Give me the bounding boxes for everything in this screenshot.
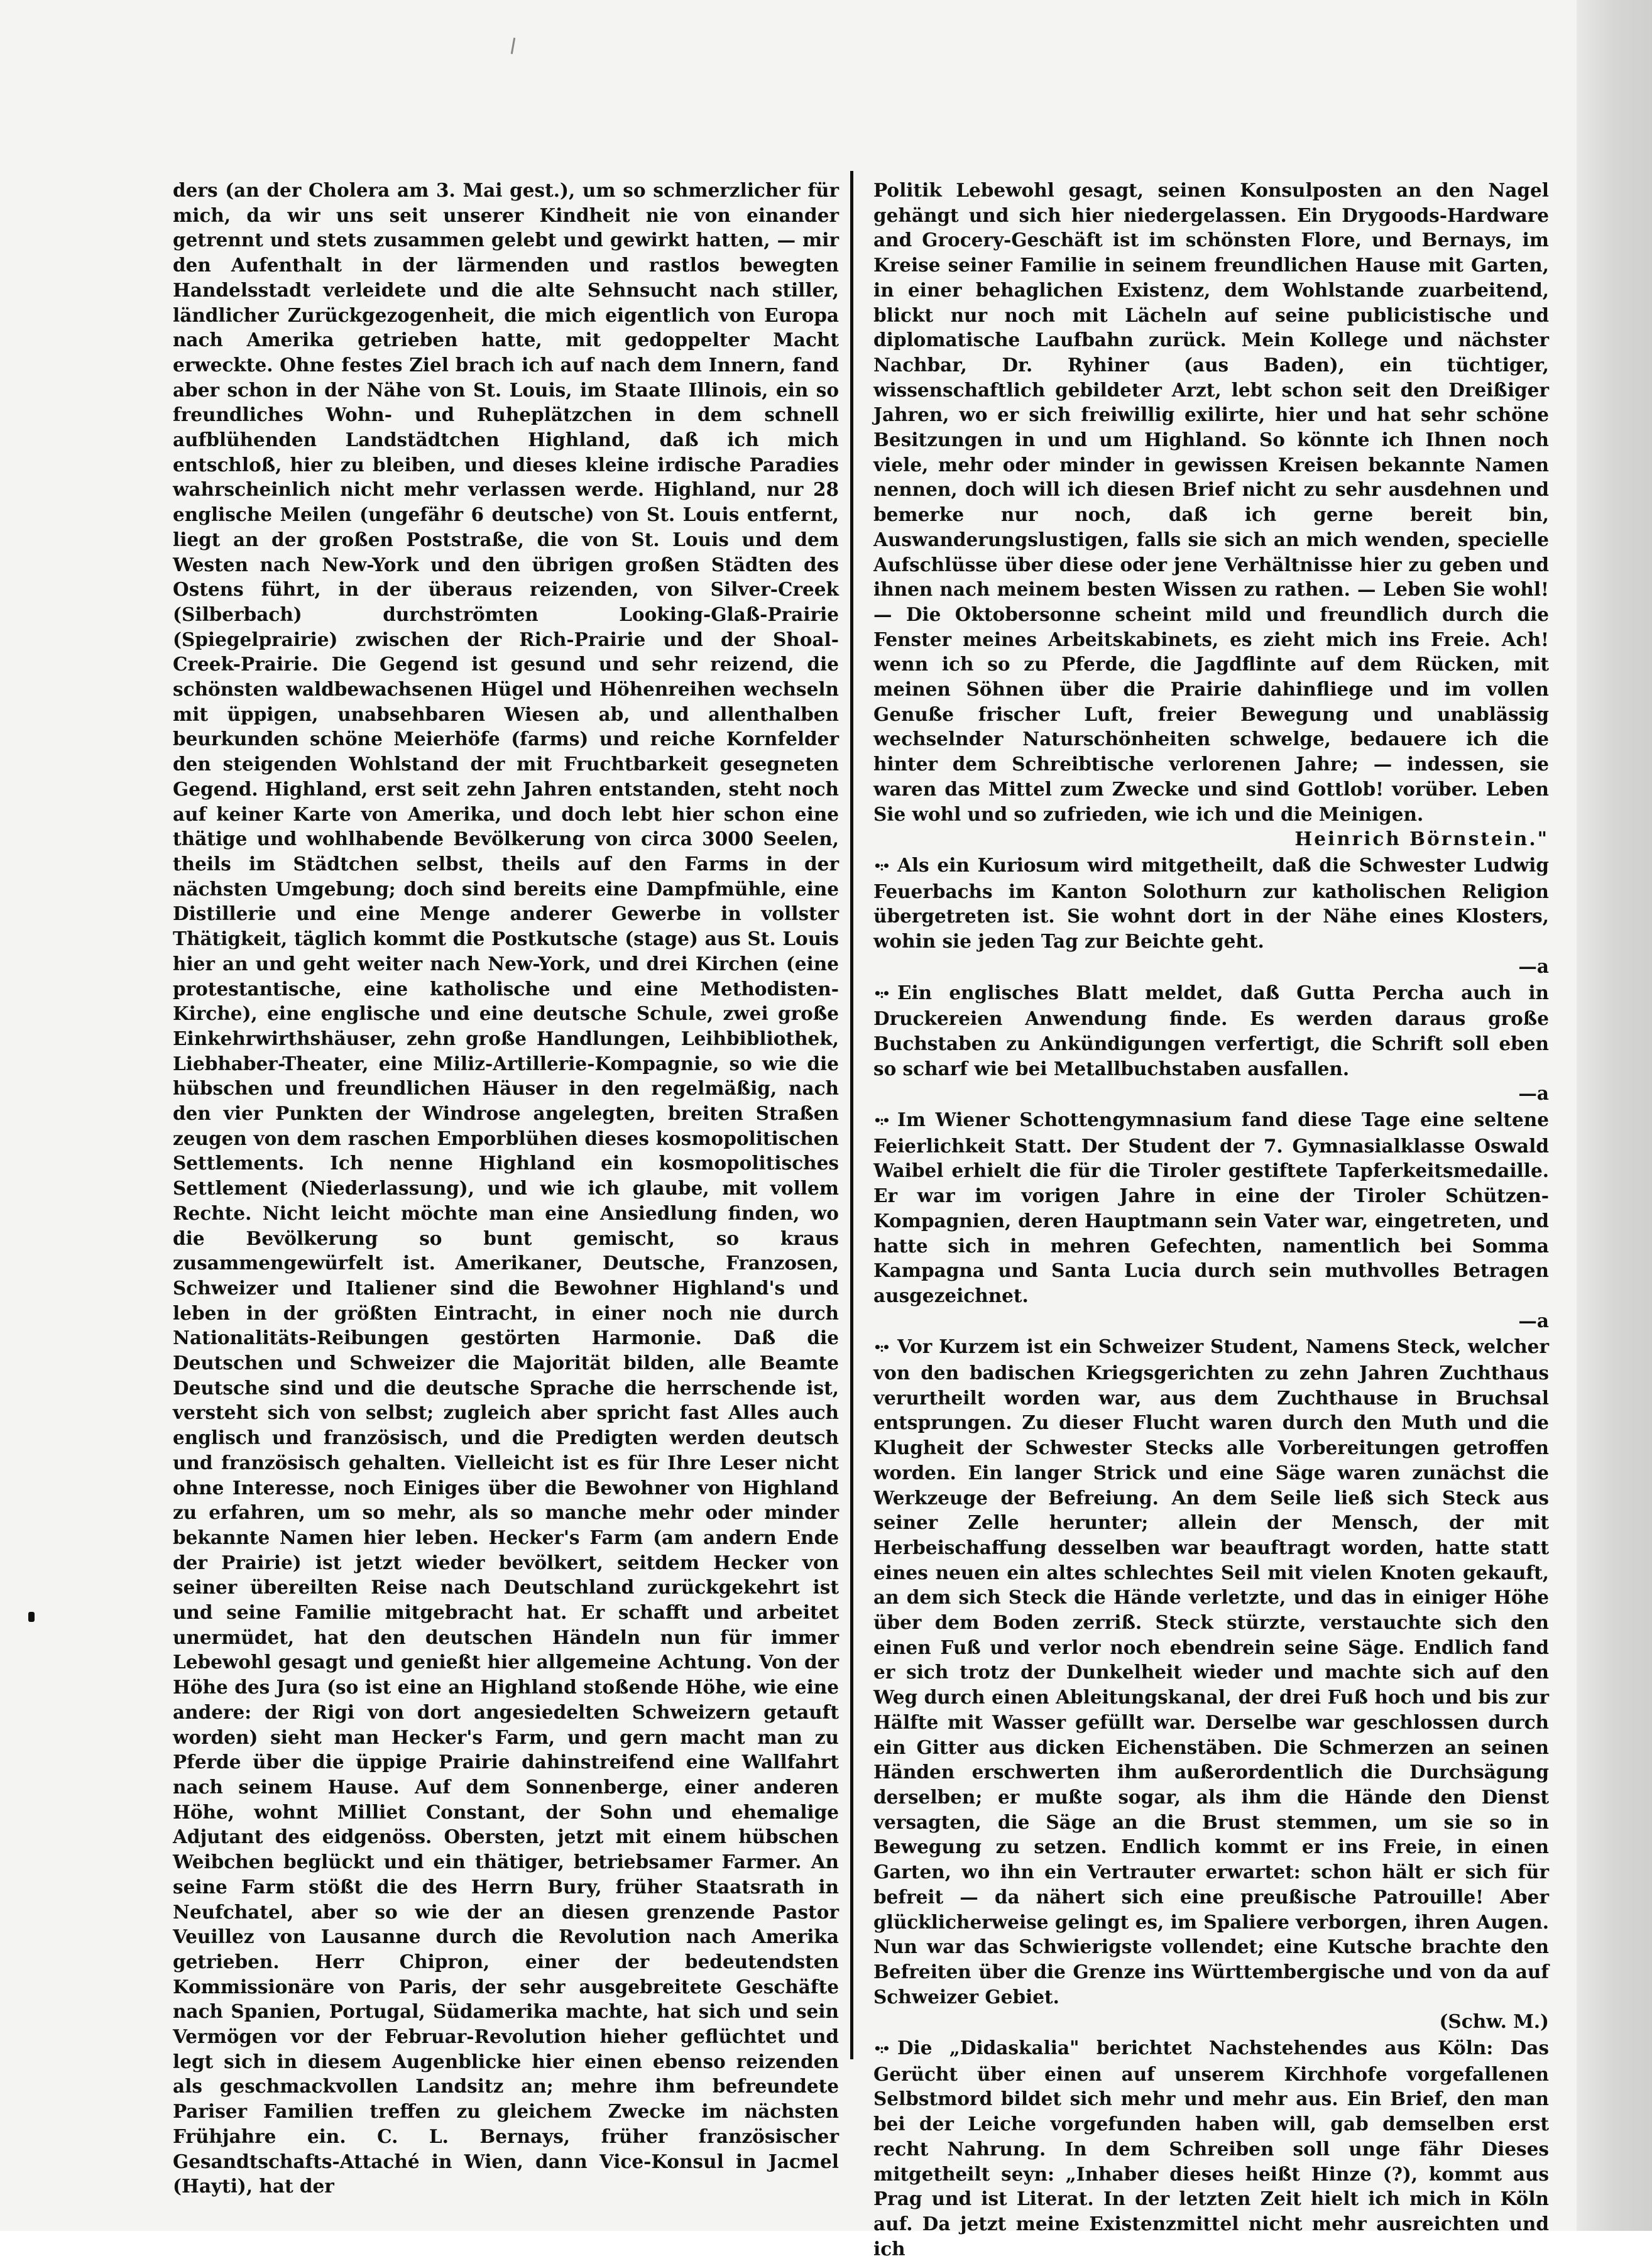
signature: Heinrich Börnstein." bbox=[1294, 828, 1549, 850]
item-marker-icon: •:• bbox=[873, 2041, 889, 2057]
news-item-text: Als ein Kuriosum wird mitgetheilt, daß die Schwester Ludwig Feuerbachs im Kanton Solothurn zur katholischen Religion übergetreten ist. Sie wohnt dort in der Nähe eines Klosters, wohin sie jeden Tag zur Beichte geht. bbox=[873, 853, 1549, 953]
binding-hole bbox=[28, 1612, 35, 1622]
news-item bbox=[873, 2035, 1549, 2261]
news-item bbox=[873, 980, 1549, 1107]
item-marker-icon: •:• bbox=[873, 1340, 889, 1355]
left-column-text: ders (an der Cholera am 3. Mai gest.), um so schmerzlicher für mich, da wir uns seit unserer Kindheit nie von einander getrennt und stets zusammen gelebt und gewirkt hatten, — mir den Aufenthalt in der lärmenden und rastlos bewegten Handelsstadt verleidete und die alte Sehnsucht nach stiller, ländlicher Zurückgezogenheit, die mich eigentlich von Europa nach Amerika getrieben hatte, mit gedoppelter Macht erweckte. Ohne festes Ziel brach ich auf nach dem Innern, fand aber schon in der Nähe von St. Louis, im Staate Illinois, ein so freundliches Wohn- und Ruheplätzchen in dem schnell aufblühenden Landstädtchen Highland, daß ich mich entschloß, hier zu bleiben, und dieses kleine irdische Paradies wahrscheinlich nicht mehr verlassen werde. Highland, nur 28 englische Meilen (ungefähr 6 deutsche) von St. Louis entfernt, liegt an der großen Poststraße, die von St. Louis und dem Westen nach New-York und den übrigen großen Städten des Ostens führt, in der überaus reizenden, von Silver-Creek (Silberbach) durchströmten Looking-Glaß-Prairie (Spiegelprairie) zwischen der Rich-Prairie und der Shoal-Creek-Prairie. Die Gegend ist gesund und sehr reizend, die schönsten waldbewachsenen Hügel und Höhenreihen wechseln mit üppigen, unabsehbaren Wiesen ab, und allenthalben beurkunden schöne Meierhöfe (farms) und reiche Kornfelder den steigenden Wohlstand der mit Fruchtbarkeit gesegneten Gegend. Highland, erst seit zehn Jahren entstanden, steht noch auf keiner Karte von Amerika, und doch lebt hier schon eine thätige und wohlhabende Bevölkerung von circa 3000 Seelen, theils im Städtchen selbst, theils auf den Farms in der nächsten Umgebung; doch sind bereits eine Dampfmühle, eine Distillerie und eine Menge anderer Gewerbe in vollster Thätigkeit, täglich kommt die Postkutsche (stage) aus St. Louis hier an und geht weiter nach New-York, und drei Kirchen (eine protestantische, eine katholische und eine Methodisten-Kirche), eine englische und eine deutsche Schule, zwei große Einkehrwirthshäuser, zehn große Handlungen, Leihbibliothek, Liebhaber-Theater, eine Miliz-Artillerie-Kompagnie, so wie die hübschen und freundlichen Häuser in den regelmäßig, nach den vier Punkten der Windrose angelegten, breiten Straßen zeugen von dem raschen Emporblühen dieses kosmopolitischen Settlements. Ich nenne Highland ein kosmopolitisches Settlement (Niederlassung), und wie ich glaube, mit vollem Rechte. Nicht leicht möchte man eine Ansiedlung finden, wo die Bevölkerung so bunt gemischt, so kraus zusammengewürfelt ist. Amerikaner, Deutsche, Franzosen, Schweizer und Italiener sind die Bewohner Highland's und leben in der größten Eintracht, in einer noch nie durch Nationalitäts-Reibungen gestörten Harmonie. Daß die Deutschen und Schweizer die Majorität bilden, alle Beamte Deutsche sind und die deutsche Sprache die herrschende ist, versteht sich von selbst; zugleich aber spricht fast Alles auch englisch und französisch, und die Predigten werden deutsch und französisch gehalten. Vielleicht ist es für Ihre Leser nicht ohne Interesse, noch Einiges über die Bewohner von Highland zu erfahren, um so mehr, als so manche mehr oder minder bekannte Namen hier leben. Hecker's Farm (am andern Ende der Prairie) ist jetzt wieder bevölkert, seitdem Hecker von seiner übereilten Reise nach Deutschland zurückgekehrt ist und seine Familie mitgebracht hat. Er schafft und arbeitet unermüdet, hat den deutschen Händeln nun für immer Lebewohl gesagt und genießt hier allgemeine Achtung. Von der Höhe des Jura (so ist eine an Highland stoßende Höhe, wie eine andere: der Rigi von dort angesiedelten Schweizern getauft worden) sieht man Hecker's Farm, und gern macht man zu Pferde über die üppige Prairie dahinstreifend eine Wallfahrt nach seinem Hause. Auf dem Sonnenberge, einer anderen Höhe, wohnt Milliet Constant, der Sohn und ehemalige Adjutant des eidgenöss. Obersten, jetzt mit einem hübschen Weibchen beglückt und ein thätiger, betriebsamer Farmer. An seine Farm stößt die des Herrn Bury, früher Staatsrath in Neufchatel, aber so wie der an diesen grenzende Pastor Veuillez von Lausanne durch die Revolution nach Amerika getrieben. Herr Chipron, einer der bedeutendsten Kommissionäre von Paris, der sehr ausgebreitete Geschäfte nach Spanien, Portugal, Südamerika machte, hat sich und sein Vermögen vor der Februar-Revolution hieher geflüchtet und legt sich in diesem Augenblicke hier einen ebenso reizenden als geschmackvollen Landsitz an; mehre ihm befreundete Pariser Familien treffen zu gleichem Zwecke im nächsten Frühjahre ein. C. L. Bernays, früher französischer Gesandtschafts-Attaché in Wien, dann Vice-Konsul in Jacmel (Hayti), hat der bbox=[173, 179, 839, 2198]
news-item bbox=[873, 1107, 1549, 1333]
item-marker-icon: •:• bbox=[873, 985, 889, 1001]
left-column bbox=[173, 178, 839, 2198]
item-marker-icon: •:• bbox=[873, 858, 889, 873]
news-item-text: Im Wiener Schottengymnasium fand diese Tage eine seltene Feierlichkeit Statt. Der Student der 7. Gymnasialklasse Oswald Waibel erhielt die für die Tiroler gestiftete Tapferkeitsmedaille. Er war im vorigen Jahre in eine der Tiroler Schützen-Kompagnien, deren Hauptmann sein Vater war, eingetreten, und hatte sich in mehren Gefechten, namentlich bei Somma Kampagna und Santa Lucia durch sein muthvolles Betragen ausgezeichnet. bbox=[873, 1109, 1549, 1306]
news-item bbox=[873, 853, 1549, 979]
letter-conclusion: Politik Lebewohl gesagt, seinen Konsulposten an den Nagel gehängt und sich hier niedergelassen. Ein Drygoods-Hardware and Grocery-Geschäft ist im schönsten Flore, und Bernays, im Kreise seiner Familie in seinem freundlichen Hause mit Garten, in einer behaglichen Existenz, dem Wohlstande zuarbeitend, blickt nur noch mit Lächeln auf seine publicistische und diplomatische Laufbahn zurück. Mein Kollege und nächster Nachbar, Dr. Ryhiner (aus Baden), ein tüchtiger, wissenschaftlich gebildeter Arzt, lebt schon seit den Dreißiger Jahren, wo er sich freiwillig exilirte, hier und hat sehr schöne Besitzungen in und um Highland. So könnte ich Ihnen noch viele, mehr oder minder in gewissen Kreisen bekannte Namen nennen, doch will ich diesen Brief nicht zu sehr ausdehnen und bemerke nur noch, daß ich gerne bereit bin, Auswanderungslustigen, falls sie sich an mich wenden, specielle Aufschlüsse über diese oder jene Verhältnisse hier zu geben und ihnen nach meinem besten Wissen zu rathen. — Leben Sie wohl! — Die Oktobersonne scheint mild und freundlich durch die Fenster meines Arbeitskabinets, es zieht mich ins Freie. Ach! wenn ich so zu Pferde, die Jagdflinte auf dem Rücken, mit meinen Söhnen über die Prairie dahinfliege und im vollen Genuße frischer Luft, freier Bewegung und unablässig wechselnder Naturschönheiten schwelge, bedauere ich die hinter dem Schreibtische verlorenen Jahre; — indessen, sie waren das Mittel zum Zwecke und sind Gottlob! vorüber. Leben Sie wohl und so zufrieden, wie ich und die Meinigen. bbox=[873, 179, 1549, 825]
right-column bbox=[873, 178, 1549, 2260]
ink-mark bbox=[511, 38, 515, 54]
news-item-text: Vor Kurzem ist ein Schweizer Student, Namens Steck, welcher von den badischen Kriegsgerichten zu zehn Jahren Zuchthaus verurtheilt worden war, aus dem Zuchthause in Bruchsal entsprungen. Zu dieser Flucht waren durch den Muth und die Klugheit der Schwester Stecks alle Vorbereitungen getroffen worden. Ein langer Strick und eine Säge waren zunächst die Werkzeuge der Befreiung. An dem Seile ließ sich Steck aus seiner Zelle herunter; allein der Mensch, der mit Herbeischaffung desselben war beauftragt worden, hatte statt eines neuen ein altes schlechtes Seil mit vielen Knoten gekauft, an dem sich Steck die Hände verletzte, und das in einiger Höhe über dem Boden zerriß. Steck stürzte, verstauchte sich den einen Fuß und verlor noch ebendrein seine Säge. Endlich fand er sich trotz der Dunkelheit wieder und machte sich auf den Weg durch einen Ableitungskanal, der drei Fuß hoch und bis zur Hälfte mit Wasser gefüllt war. Derselbe war geschlossen durch ein Gitter aus dicken Eichenstäben. Die Schmerzen an seinen Händen erschwerten ihm außerordentlich die Durchsägung derselben; er mußte sogar, als ihm die Hände den Dienst versagten, die Säge an die Brust stemmen, um sie so in Bewegung zu setzen. Endlich kommt er ins Freie, in einen Garten, wo ihn ein Vertrauter erwartet: schon hält er sich für befreit — da nähert sich eine preußische Patrouille! Aber glücklicherweise gelingt es, im Spaliere verborgen, ihren Augen. Nun war das Schwierigste vollendet; eine Kutsche brachte den Befreiten über die Grenze ins Württembergische und von da auf Schweizer Gebiet. bbox=[873, 1335, 1549, 2008]
news-item-source: —a bbox=[1518, 1309, 1549, 1332]
page-edge-shadow bbox=[1577, 0, 1652, 2231]
news-item-source: (Schw. M.) bbox=[1439, 2010, 1549, 2033]
news-item-source: —a bbox=[1518, 1082, 1549, 1105]
news-item bbox=[873, 1334, 1549, 2034]
column-rule bbox=[850, 171, 853, 2059]
item-marker-icon: •:• bbox=[873, 1113, 889, 1129]
news-item-text: Die „Didaskalia" berichtet Nachstehendes aus Köln: Das Gerücht über einen auf unserem Kirchhofe vorgefallenen Selbstmord bildet sich mehr und mehr aus. Ein Brief, den man bei der Leiche vorgefunden haben will, gab demselben erst recht Nahrung. In dem Schreiben soll unge fähr Dieses mitgetheilt seyn: „Inhaber dieses heißt Hinze (?), kommt aus Prag und ist Literat. In der letzten Zeit hielt ich mich in Köln auf. Da jetzt meine Existenzmittel nicht mehr ausreichten und ich bbox=[873, 2037, 1549, 2260]
news-item-source: —a bbox=[1518, 955, 1549, 977]
news-item-text: Ein englisches Blatt meldet, daß Gutta Percha auch in Druckereien Anwendung finde. Es werden daraus große Buchstaben zu Ankündigungen verfertigt, die Schrift soll eben so scharf wie bei Metallbuchstaben ausfallen. bbox=[873, 981, 1549, 1080]
